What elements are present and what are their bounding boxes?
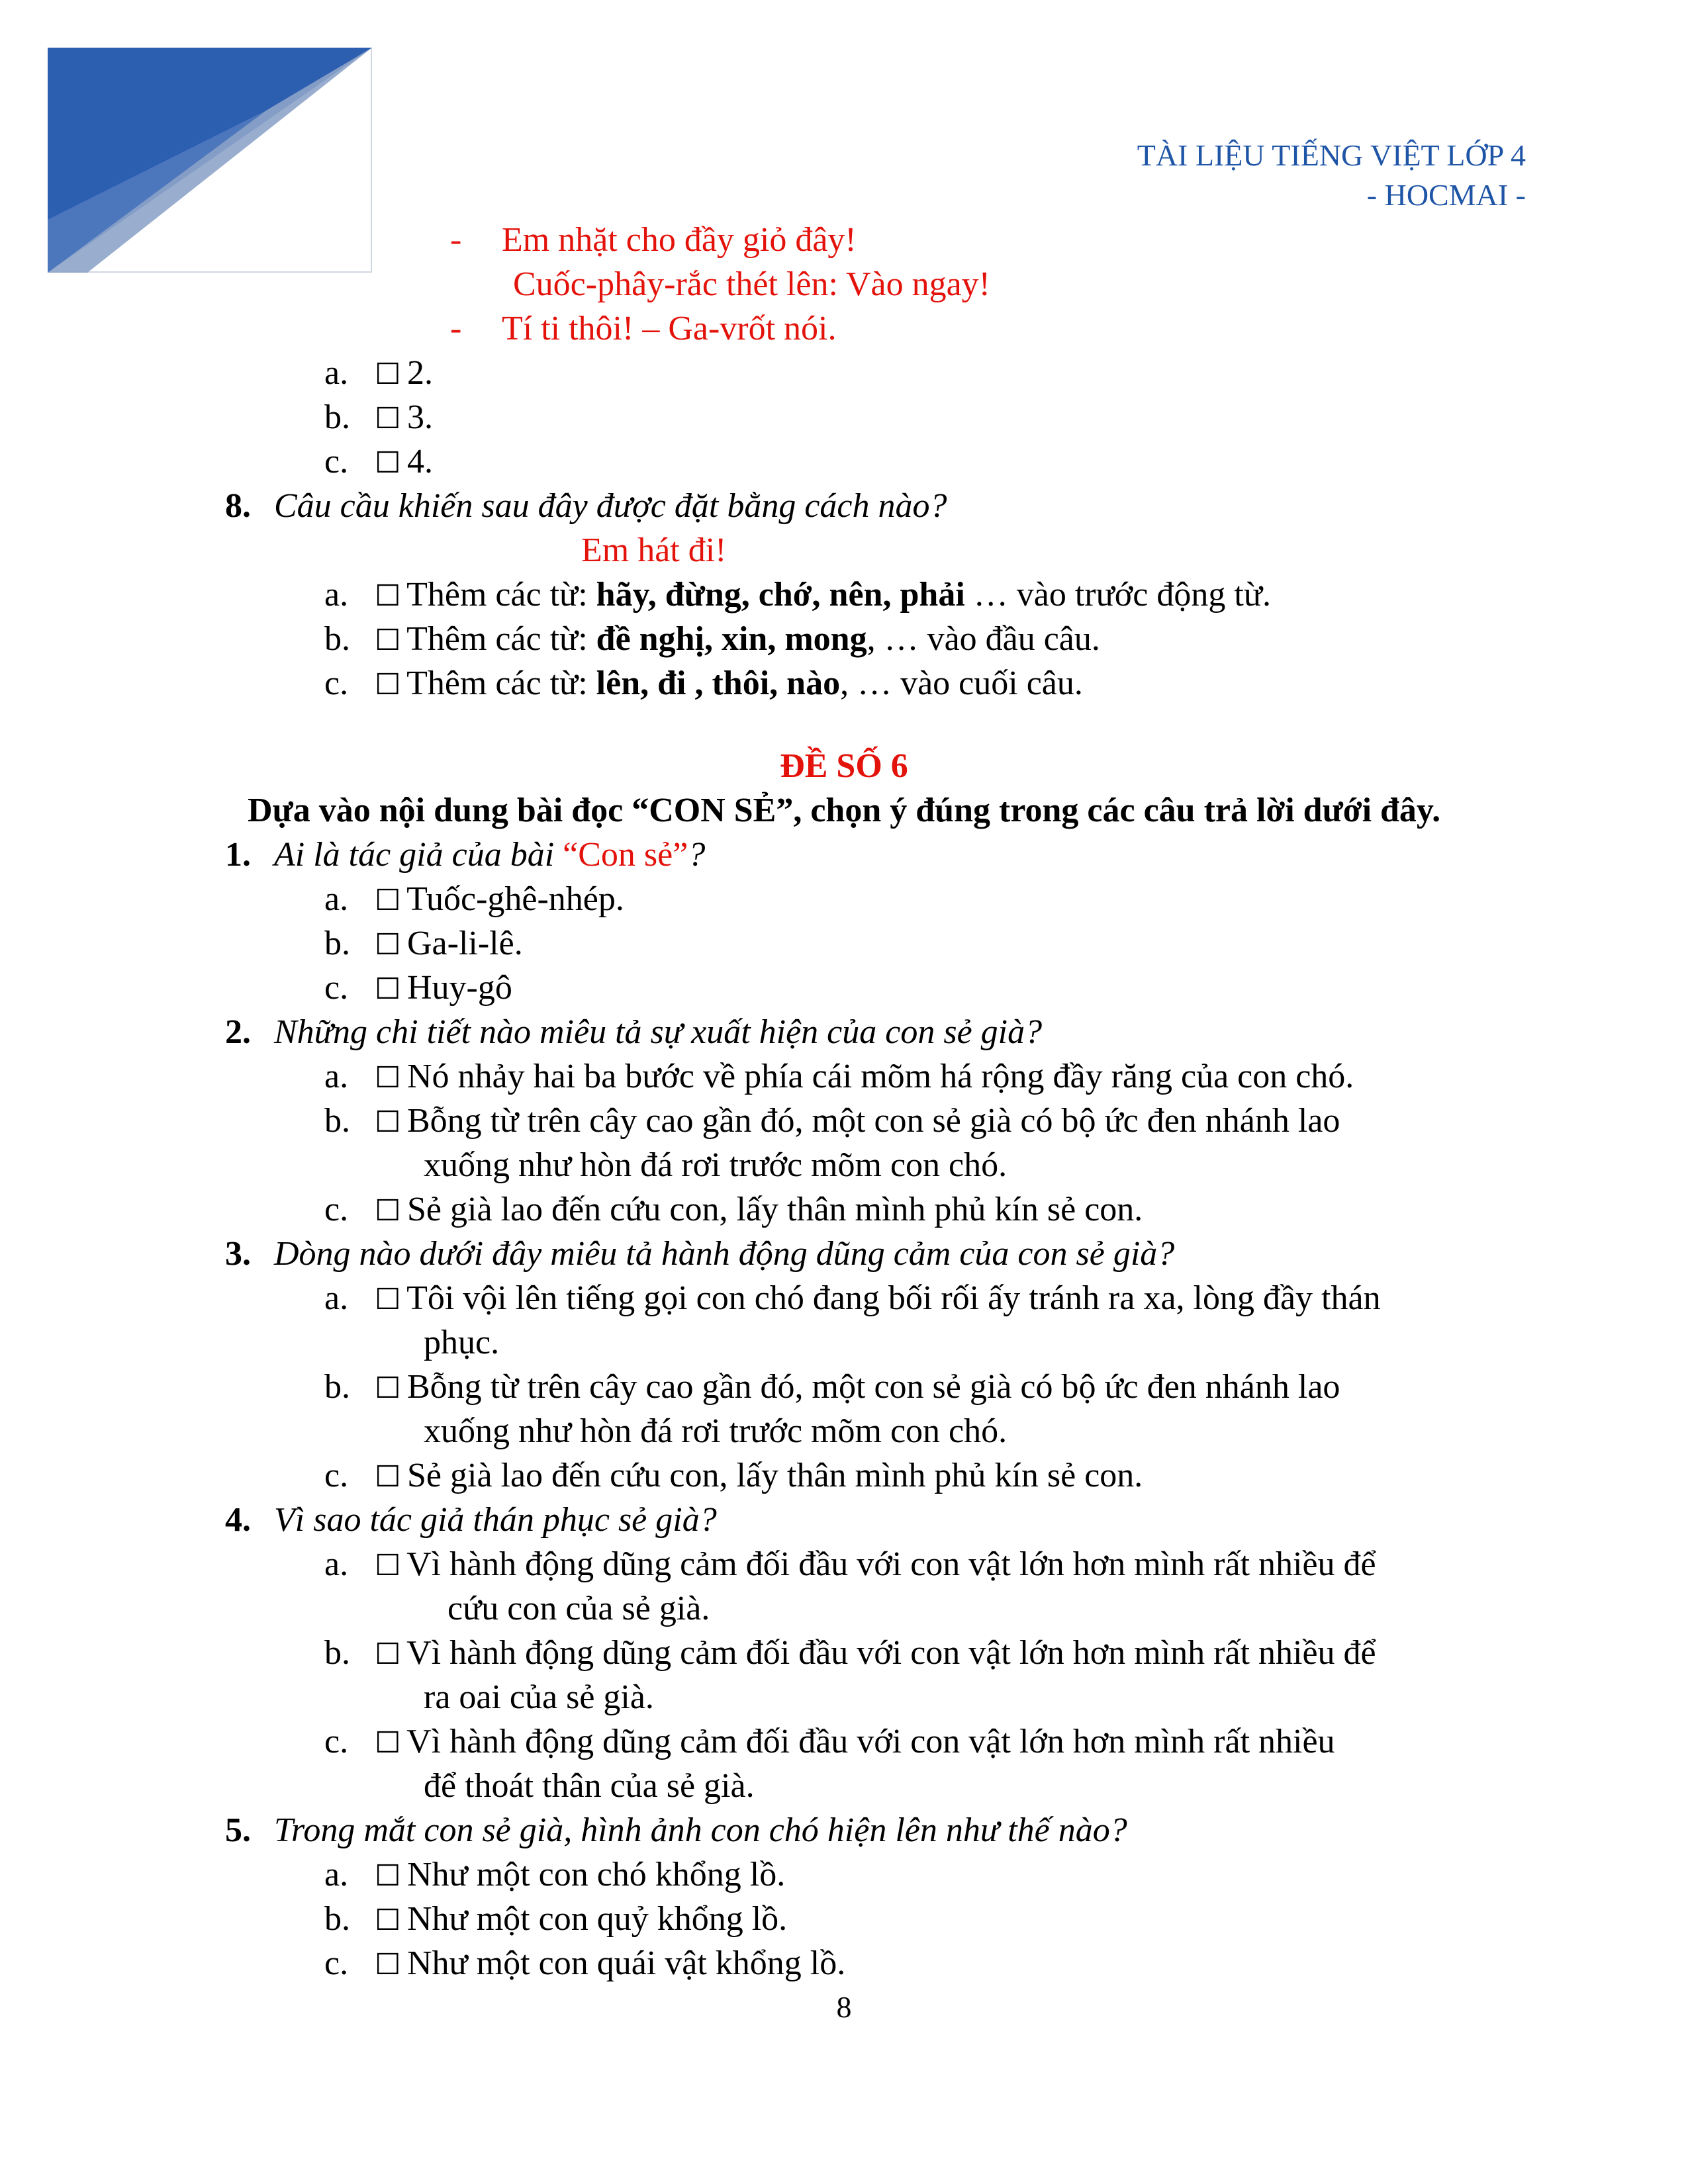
spacer bbox=[399, 1944, 407, 1982]
question-text: Ai là tác giả của bài bbox=[274, 836, 563, 874]
option-text: Bỗng từ trên cây cao gần đó, một con sẻ già có bộ ức đen nhánh lao bbox=[407, 1102, 1340, 1140]
page-number: 8 bbox=[836, 1990, 852, 2024]
question-text: Vì sao tác giả thán phục sẻ già? bbox=[274, 1501, 717, 1539]
checkbox-icon[interactable]: ☐ bbox=[375, 1549, 401, 1582]
option-letter: c. bbox=[324, 969, 349, 1007]
spacer bbox=[399, 880, 406, 918]
option-letter: c. bbox=[324, 1944, 349, 1982]
option-text: Ga-li-lê. bbox=[407, 925, 523, 962]
spacer bbox=[399, 1102, 407, 1140]
answer-option bbox=[324, 1543, 1376, 1588]
question-2 bbox=[225, 1011, 1042, 1054]
option-continuation: ra oai của sẻ già. bbox=[424, 1678, 654, 1716]
option-letter: b. bbox=[324, 1900, 350, 1938]
answer-option bbox=[324, 1277, 1381, 1322]
spacer bbox=[399, 1900, 407, 1938]
question-book-title: “Con sẻ” bbox=[563, 836, 688, 874]
option-keywords: lên, đi , thôi, nào bbox=[596, 664, 841, 702]
option-text-end: , … vào cuối câu. bbox=[840, 664, 1083, 702]
quote-line bbox=[450, 307, 836, 351]
option-letter: a. bbox=[324, 1545, 349, 1583]
answer-option bbox=[324, 966, 512, 1011]
question-text: Dòng nào dưới đây miêu tả hành động dũng cảm của con sẻ già? bbox=[274, 1235, 1175, 1273]
spacer bbox=[399, 576, 406, 614]
answer-option bbox=[324, 1720, 1335, 1765]
question-number: 3. bbox=[225, 1235, 251, 1273]
spacer bbox=[399, 398, 407, 436]
option-text-end: , … vào đầu câu. bbox=[867, 620, 1100, 658]
checkbox-icon[interactable]: ☐ bbox=[375, 1371, 401, 1405]
option-text: Như một con quái vật khổng lồ. bbox=[407, 1944, 846, 1982]
exam-instruction: Dựa vào nội dung bài đọc “CON SẺ”, chọn ý đúng trong các câu trả lời dưới đây. bbox=[247, 792, 1441, 829]
option-text: Như một con quỷ khổng lồ. bbox=[407, 1900, 788, 1938]
answer-option bbox=[324, 1188, 1143, 1233]
option-letter: a. bbox=[324, 880, 349, 918]
question-text: Trong mắt con sẻ già, hình ảnh con chó hiện lên như thế nào? bbox=[274, 1811, 1127, 1849]
answer-option bbox=[324, 922, 523, 967]
option-letter: a. bbox=[324, 576, 349, 614]
question-text: Những chi tiết nào miêu tả sự xuất hiện của con sẻ già? bbox=[274, 1013, 1043, 1051]
option-text: Vì hành động dũng cảm đối đầu với con vật lớn hơn mình rất nhiều bbox=[406, 1723, 1335, 1760]
question-4 bbox=[225, 1498, 717, 1542]
option-text: Bỗng từ trên cây cao gần đó, một con sẻ già có bộ ức đen nhánh lao bbox=[407, 1368, 1340, 1406]
option-continuation: cứu con của sẻ già. bbox=[447, 1590, 710, 1627]
option-letter: c. bbox=[324, 1723, 349, 1760]
spacer bbox=[399, 1058, 407, 1095]
spacer bbox=[399, 1457, 407, 1494]
option-continuation: xuống như hòn đá rơi trước mõm con chó. bbox=[424, 1412, 1008, 1450]
option-letter: b. bbox=[324, 1634, 350, 1672]
answer-option bbox=[324, 1631, 1376, 1676]
quote-text: Cuốc-phây-rắc thét lên: Vào ngay! bbox=[513, 265, 990, 303]
checkbox-icon[interactable]: ☐ bbox=[375, 402, 401, 435]
hocmai-logo-graphic bbox=[48, 48, 372, 273]
checkbox-icon[interactable]: ☐ bbox=[375, 623, 401, 657]
option-letter: c. bbox=[324, 443, 349, 480]
option-continuation: xuống như hòn đá rơi trước mõm con chó. bbox=[424, 1146, 1008, 1184]
dialogue-dash: - bbox=[450, 221, 462, 259]
quote-text: Tí ti thôi! – Ga-vrốt nói. bbox=[502, 310, 837, 347]
header-title: TÀI LIỆU TIẾNG VIỆT LỚP 4 bbox=[1137, 138, 1526, 172]
option-letter: c. bbox=[324, 664, 349, 702]
checkbox-icon[interactable]: ☐ bbox=[375, 1903, 401, 1937]
option-text: Sẻ già lao đến cứu con, lấy thân mình phủ kín sẻ con. bbox=[407, 1191, 1143, 1228]
spacer bbox=[399, 1634, 406, 1672]
checkbox-icon[interactable]: ☐ bbox=[375, 579, 401, 613]
answer-option bbox=[324, 1365, 1340, 1410]
option-text: 2. bbox=[407, 354, 433, 392]
question-5 bbox=[225, 1809, 1127, 1852]
checkbox-icon[interactable]: ☐ bbox=[375, 1726, 401, 1760]
answer-option bbox=[324, 440, 433, 485]
quote-line bbox=[450, 218, 857, 262]
option-letter: b. bbox=[324, 925, 350, 962]
option-continuation: phục. bbox=[424, 1324, 500, 1361]
checkbox-icon[interactable]: ☐ bbox=[375, 446, 401, 480]
dialogue-dash: - bbox=[450, 310, 462, 347]
option-keywords: đề nghị, xin, mong bbox=[596, 620, 867, 658]
option-letter: c. bbox=[324, 1457, 349, 1494]
checkbox-icon[interactable]: ☐ bbox=[375, 972, 401, 1006]
checkbox-icon[interactable]: ☐ bbox=[375, 1194, 401, 1228]
option-letter: a. bbox=[324, 1856, 349, 1893]
option-continuation: để thoát thân của sẻ già. bbox=[424, 1767, 755, 1805]
answer-option bbox=[324, 617, 1100, 662]
option-letter: c. bbox=[324, 1191, 349, 1228]
option-text: Nó nhảy hai ba bước về phía cái mõm há rộng đầy răng của con chó. bbox=[407, 1058, 1354, 1095]
answer-option bbox=[324, 1853, 785, 1898]
answer-option bbox=[324, 662, 1083, 707]
option-letter: b. bbox=[324, 1368, 350, 1406]
spacer bbox=[399, 664, 406, 702]
option-letter: b. bbox=[324, 620, 350, 658]
question-number: 2. bbox=[225, 1013, 251, 1051]
checkbox-icon[interactable]: ☐ bbox=[375, 1061, 401, 1095]
question-number: 4. bbox=[225, 1501, 251, 1539]
checkbox-icon[interactable]: ☐ bbox=[375, 1283, 401, 1316]
option-keywords: hãy, đừng, chớ, nên, phải bbox=[596, 576, 965, 614]
checkbox-icon[interactable]: ☐ bbox=[375, 668, 401, 702]
option-letter: b. bbox=[324, 398, 350, 436]
option-letter: a. bbox=[324, 1279, 349, 1317]
option-text: Vì hành động dũng cảm đối đầu với con vật lớn hơn mình rất nhiều để bbox=[406, 1634, 1376, 1672]
question-text-end: ? bbox=[688, 836, 706, 874]
option-text: 4. bbox=[407, 443, 433, 480]
option-letter: b. bbox=[324, 1102, 350, 1140]
answer-option bbox=[324, 1099, 1340, 1144]
option-text: Thêm các từ: bbox=[406, 664, 596, 702]
option-text: Thêm các từ: bbox=[406, 576, 596, 614]
exam-title: ĐỀ SỐ 6 bbox=[780, 747, 908, 785]
spacer bbox=[399, 1279, 406, 1317]
option-letter: a. bbox=[324, 354, 349, 392]
option-text: Tuốc-ghê-nhép. bbox=[406, 880, 624, 918]
spacer bbox=[399, 1368, 407, 1406]
question-example: Em hát đi! bbox=[581, 531, 727, 569]
question-number: 8. bbox=[225, 487, 251, 525]
header-subtitle: - HOCMAI - bbox=[1366, 178, 1526, 212]
option-text: Sẻ già lao đến cứu con, lấy thân mình phủ kín sẻ con. bbox=[407, 1457, 1143, 1494]
question-3 bbox=[225, 1232, 1174, 1276]
spacer bbox=[399, 354, 407, 392]
option-text-end: … vào trước động từ. bbox=[964, 576, 1272, 614]
checkbox-icon[interactable]: ☐ bbox=[375, 1460, 401, 1494]
option-text: Tôi vội lên tiếng gọi con chó đang bối rối ấy tránh ra xa, lòng đầy thán bbox=[406, 1279, 1381, 1317]
quote-text: Em nhặt cho đầy giỏ đây! bbox=[502, 221, 857, 259]
option-text: Vì hành động dũng cảm đối đầu với con vật lớn hơn mình rất nhiều để bbox=[406, 1545, 1376, 1583]
answer-option bbox=[324, 396, 433, 441]
spacer bbox=[399, 1545, 406, 1583]
option-letter: a. bbox=[324, 1058, 349, 1095]
spacer bbox=[399, 925, 407, 962]
checkbox-icon[interactable]: ☐ bbox=[375, 357, 401, 391]
checkbox-icon[interactable]: ☐ bbox=[375, 1859, 401, 1893]
checkbox-icon[interactable]: ☐ bbox=[375, 884, 401, 917]
checkbox-icon[interactable]: ☐ bbox=[375, 1637, 401, 1671]
spacer bbox=[399, 1723, 406, 1760]
spacer bbox=[399, 1191, 407, 1228]
quote-line bbox=[513, 263, 990, 306]
question-1 bbox=[225, 833, 705, 877]
checkbox-icon[interactable]: ☐ bbox=[375, 928, 401, 962]
answer-option bbox=[324, 351, 433, 396]
checkbox-icon[interactable]: ☐ bbox=[375, 1105, 401, 1139]
option-text: Thêm các từ: bbox=[406, 620, 596, 658]
answer-option bbox=[324, 1897, 787, 1942]
question-text: Câu cầu khiến sau đây được đặt bằng cách nào? bbox=[274, 487, 947, 525]
question-number: 5. bbox=[225, 1811, 251, 1849]
question-number: 1. bbox=[225, 836, 251, 874]
question-8 bbox=[225, 484, 947, 528]
option-text: 3. bbox=[407, 398, 433, 436]
answer-option bbox=[324, 573, 1271, 618]
answer-option bbox=[324, 878, 624, 923]
spacer bbox=[399, 1856, 407, 1893]
answer-option bbox=[324, 1055, 1354, 1100]
spacer bbox=[399, 969, 407, 1007]
option-text: Như một con chó khổng lồ. bbox=[407, 1856, 786, 1893]
answer-option bbox=[324, 1454, 1143, 1499]
option-text: Huy-gô bbox=[407, 969, 512, 1007]
answer-option bbox=[324, 1942, 845, 1987]
spacer bbox=[399, 443, 407, 480]
spacer bbox=[399, 620, 406, 658]
checkbox-icon[interactable]: ☐ bbox=[375, 1948, 401, 1981]
